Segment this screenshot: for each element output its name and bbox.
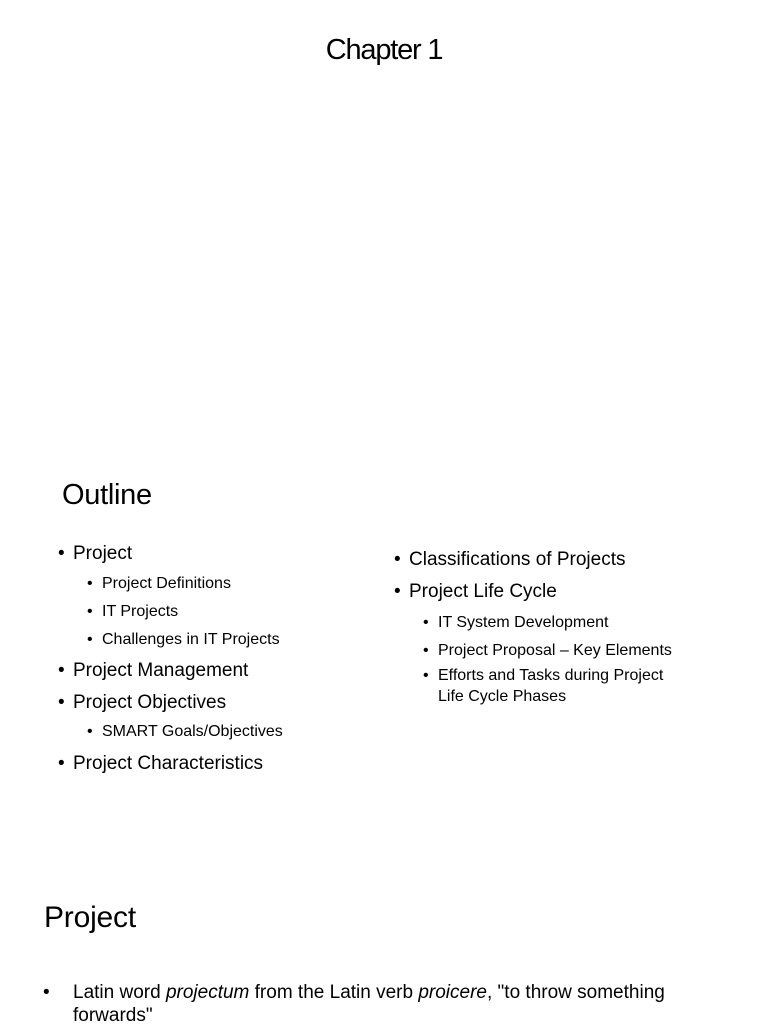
chapter-title: Chapter 1 <box>325 34 443 66</box>
project-title: Project <box>44 901 136 934</box>
outline-subitem-it-projects: • IT Projects <box>58 598 283 626</box>
latin-verb: proicere <box>418 982 487 1003</box>
outline-right-column <box>394 547 672 708</box>
outline-left-column <box>58 541 283 779</box>
project-bullet-latin-origin <box>58 981 738 1027</box>
outline-subitem-efforts-tasks: • Efforts and Tasks during Project <box>394 664 672 686</box>
project-bullet-list <box>58 981 738 1027</box>
bullet-text: from the Latin verb <box>249 982 419 1003</box>
outline-subitem-it-system-development: • IT System Development <box>394 609 672 637</box>
outline-subitem-project-proposal: • Project Proposal – Key Elements <box>394 637 672 664</box>
outline-subitem-smart-goals: • SMART Goals/Objectives <box>58 718 283 747</box>
bullet-text: Latin word <box>73 982 166 1003</box>
outline-subitem-efforts-tasks-continued: Life Cycle Phases <box>438 688 567 705</box>
outline-item-classifications: • Classifications of Projects <box>394 547 672 579</box>
outline-item-project: • Project <box>58 541 283 570</box>
outline-subitem-challenges: • Challenges in IT Projects <box>58 626 283 655</box>
outline-item-project-characteristics: • Project Characteristics <box>58 747 283 779</box>
outline-subitem-project-definitions: • Project Definitions <box>58 570 283 598</box>
latin-noun: projectum <box>165 982 250 1003</box>
outline-title: Outline <box>62 479 152 511</box>
bullet-text: , "to throw something forwards" <box>73 982 665 1026</box>
outline-item-project-objectives: • Project Objectives <box>58 687 283 718</box>
outline-item-project-management: • Project Management <box>58 655 283 687</box>
outline-item-project-life-cycle: • Project Life Cycle <box>394 579 672 609</box>
